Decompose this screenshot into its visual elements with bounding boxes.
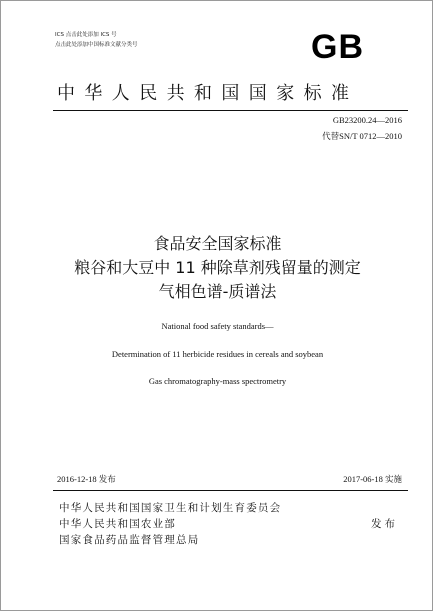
document-title-line-1: 食品安全国家标准 <box>153 234 282 253</box>
replaces-standard: 代替SN/T 0712—2010 <box>322 131 402 141</box>
english-title-line-1: National food safety standards— <box>161 321 274 331</box>
footer-divider <box>53 490 408 491</box>
document-title-line-2: 粮谷和大豆中 11 种除草剂残留量的测定 <box>74 258 361 277</box>
issuer-ministry-agriculture: 中华人民共和国农业部 <box>59 518 176 530</box>
header-divider <box>53 110 408 111</box>
standard-title: 中华人民共和国国家标准 <box>57 83 359 104</box>
issue-date: 2016-12-18 发布 <box>57 474 116 484</box>
english-title-line-2: Determination of 11 herbicide residues in cereals and soybean <box>111 349 324 359</box>
gb-logo: GB <box>311 28 364 66</box>
document-title-line-3: 气相色谱-质谱法 <box>158 282 277 301</box>
issuer-food-drug-admin: 国家食品药品监督管理总局 <box>59 534 200 546</box>
standard-number: GB23200.24—2016 <box>332 115 402 125</box>
ics-number: ICS 点击此处添加 ICS 号 <box>55 32 117 38</box>
english-title-line-3: Gas chromatography-mass spectrometry <box>148 376 287 386</box>
publish-label: 发布 <box>371 518 398 530</box>
implementation-date: 2017-06-18 实施 <box>343 474 402 484</box>
ccs-number: 点击此处添加中国标准文献分类号 <box>55 42 138 48</box>
issuer-health-commission: 中华人民共和国国家卫生和计划生育委员会 <box>59 502 282 514</box>
